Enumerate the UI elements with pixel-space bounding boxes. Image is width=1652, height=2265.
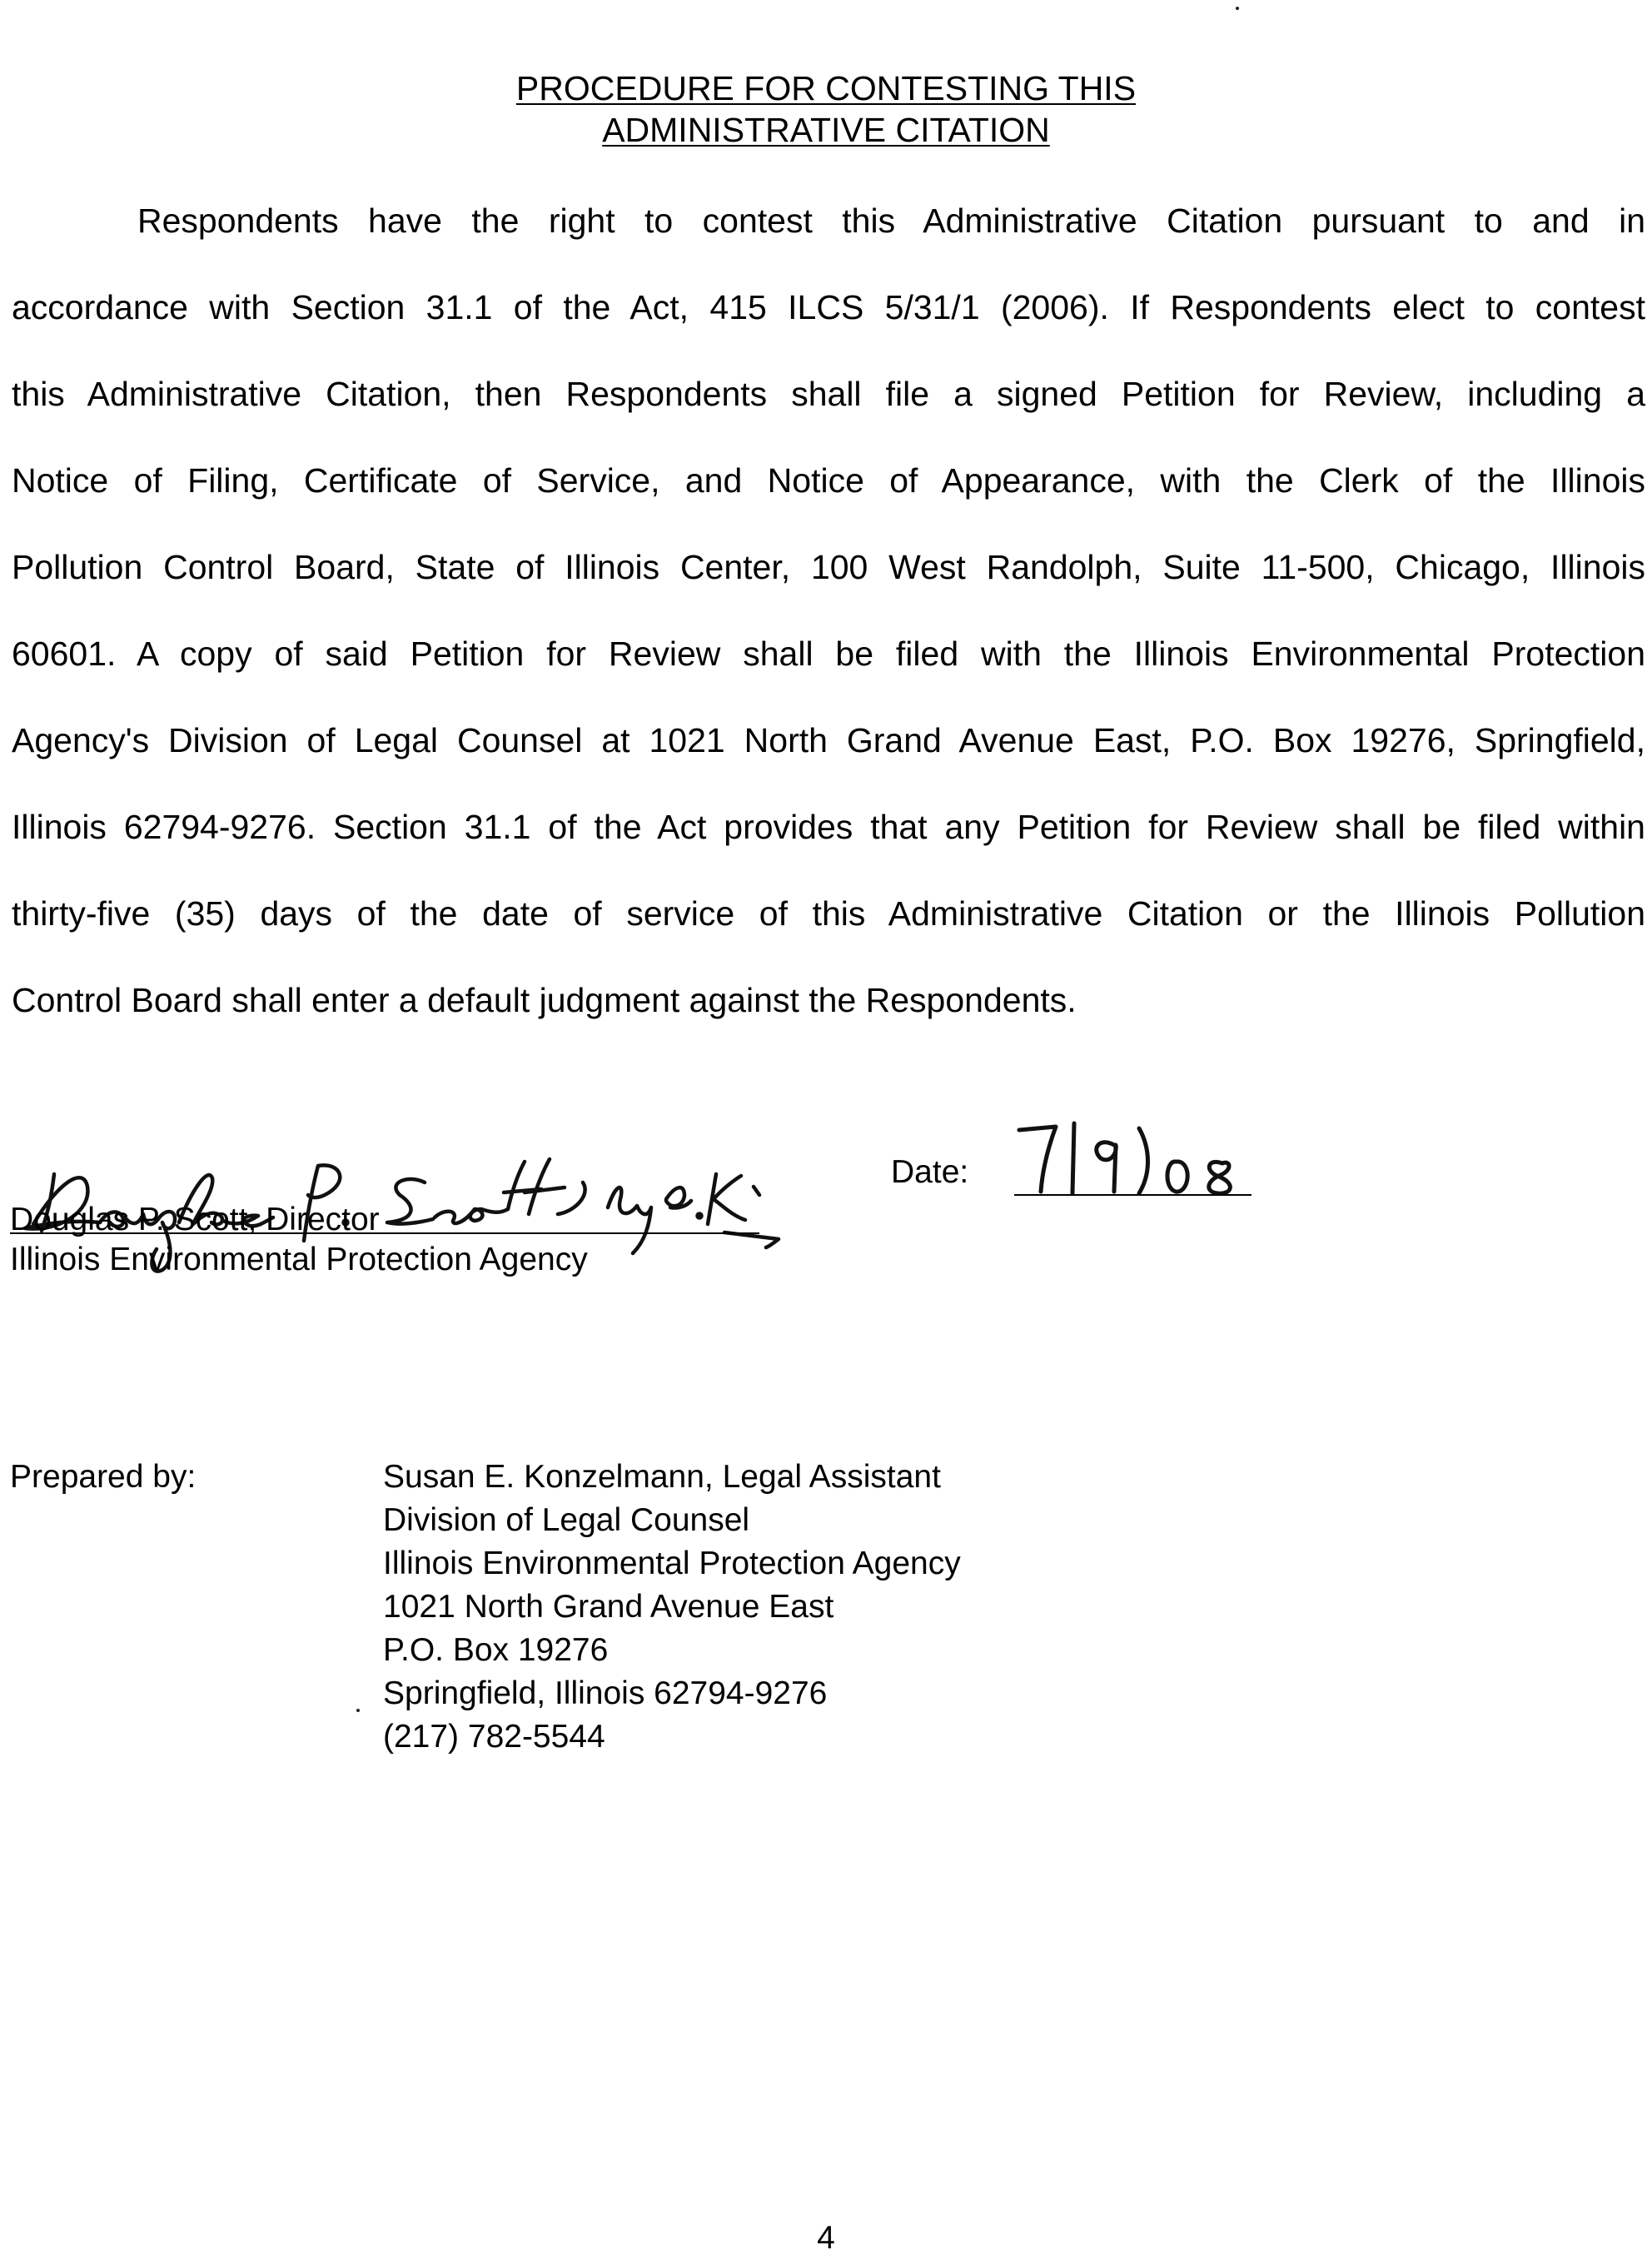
paragraph-line: Control Board shall enter a default judgment against the Respondents. <box>12 981 1077 1019</box>
signatory-name: Douglas P. Scott, Director <box>10 1202 380 1237</box>
preparer-line: Susan E. Konzelmann, Legal Assistant <box>383 1459 941 1495</box>
preparer-line: Illinois Environmental Protection Agency <box>383 1546 961 1581</box>
date-label: Date: <box>891 1154 969 1190</box>
preparer-line: Division of Legal Counsel <box>383 1502 750 1538</box>
paragraph-line: Respondents have the right to contest this Administrative Citation pursuant to and in <box>137 202 1645 240</box>
preparer-line: P.O. Box 19276 <box>383 1632 609 1668</box>
paragraph-line: Agency's Division of Legal Counsel at 1021 North Grand Avenue East, P.O. Box 19276, Springfield, <box>12 721 1645 759</box>
preparer-line: (217) 782-5544 <box>383 1719 605 1755</box>
scan-speck <box>1236 7 1239 10</box>
paragraph-line: thirty-five (35) days of the date of service of this Administrative Citation or the Illinois Pollution <box>12 894 1645 933</box>
signatory-agency: Illinois Environmental Protection Agency <box>10 1242 588 1277</box>
scan-speck <box>356 1709 360 1712</box>
paragraph-line: accordance with Section 31.1 of the Act, 415 ILCS 5/31/1 (2006). If Respondents elect to contest <box>12 288 1645 326</box>
handwritten-date <box>1008 1112 1257 1203</box>
paragraph-line: Pollution Control Board, State of Illinois Center, 100 West Randolph, Suite 11-500, Chicago, Illinois <box>12 548 1645 586</box>
paragraph-line: 60601. A copy of said Petition for Review shall be filed with the Illinois Environmental Protection <box>12 635 1645 673</box>
heading-line-1: PROCEDURE FOR CONTESTING THIS <box>515 69 1137 107</box>
heading-line-2: ADMINISTRATIVE CITATION <box>602 111 1050 149</box>
paragraph-line: Illinois 62794-9276. Section 31.1 of the Act provides that any Petition for Review shall be filed within <box>12 808 1645 846</box>
paragraph-line: this Administrative Citation, then Respondents shall file a signed Petition for Review, including a <box>12 375 1645 413</box>
preparer-line: Springfield, Illinois 62794-9276 <box>383 1675 828 1711</box>
prepared-by-label: Prepared by: <box>10 1459 197 1495</box>
paragraph-line: Notice of Filing, Certificate of Service, and Notice of Appearance, with the Clerk of the Illinois <box>12 461 1645 500</box>
preparer-address-block <box>383 1456 961 1759</box>
date-line <box>1014 1194 1251 1196</box>
page-number: 4 <box>817 2220 835 2256</box>
preparer-line: 1021 North Grand Avenue East <box>383 1589 834 1625</box>
